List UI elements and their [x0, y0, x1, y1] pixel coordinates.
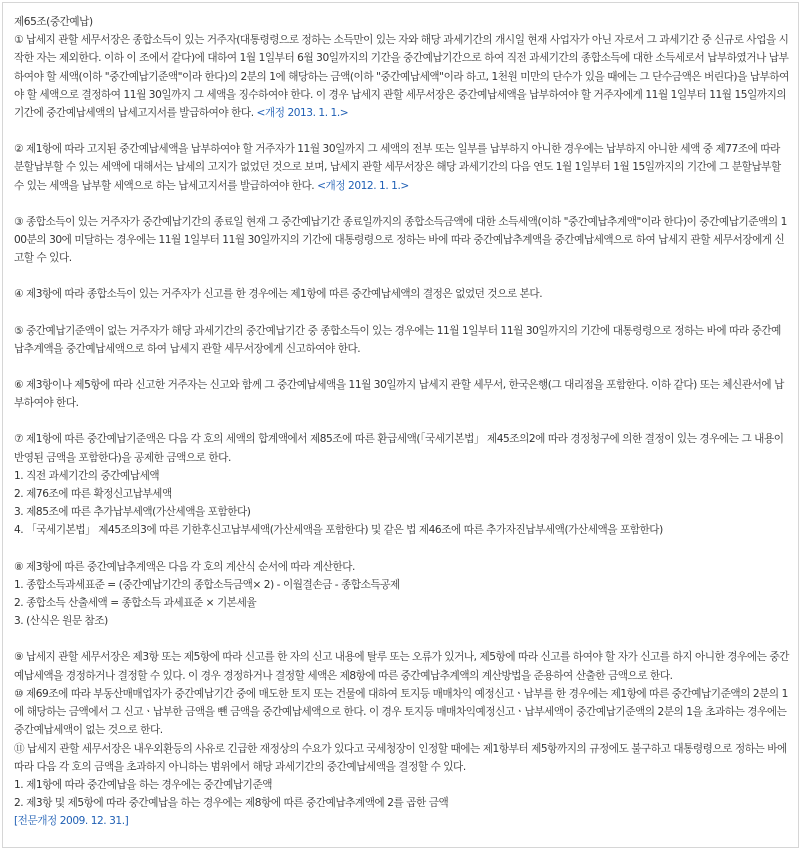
paragraph-6: ⑥ 제3항이나 제5항에 따라 신고한 거주자는 신고와 함께 그 중간예납세액을 11월 30일까지 납세지 관할 세무서, 한국은행(그 대리점을 포함한다. 이하 같다) 또는 체신관서에 납부하여야 한다.	[14, 379, 784, 410]
spacer	[14, 122, 790, 140]
amendment-link-2[interactable]: <개정 2012. 1. 1.>	[317, 179, 409, 192]
law-article-panel	[2, 2, 799, 848]
paragraph-8-item-2: 2. 종합소득 산출세액 = 종합소득 과세표준 × 기본세율	[14, 597, 257, 610]
spacer	[14, 630, 790, 648]
spacer	[14, 540, 790, 558]
article-content	[14, 13, 790, 831]
amendment-link-1[interactable]: <개정 2013. 1. 1.>	[256, 107, 349, 120]
spacer	[14, 304, 790, 322]
paragraph-7-item-2: 2. 제76조에 따른 확정신고납부세액	[14, 488, 172, 501]
spacer	[14, 195, 790, 213]
paragraph-11-item-1: 1. 제1항에 따라 중간예납을 하는 경우에는 중간예납기준액	[14, 778, 273, 791]
paragraph-2	[14, 140, 790, 195]
paragraph-1-text: ① 납세지 관할 세무서장은 종합소득이 있는 거주자(대통령령으로 정하는 소득만이 있는 자와 해당 과세기간의 개시일 현재 사업자가 아닌 자로서 그 과세기간 중 신규로 사업을 시작한 자는 제외한다. 이하 이 조에서 같다)에 대하여 1월 1일부터 6월 30일까지의 기간을 중간예납기간으로 하여 직전 과세기간의 종합소득에 대한 소득세로서 납부하였거나 납부하여야 할 세액(이하 "중간예납기준액"이라 한다)의 2분의 1에 해당하는 금액(이하 "중간예납세액"이라 하고, 1천원 미만의 단수가 있을 때에는 그 단수금액은 버린다)을 납부하여야 할 세액으로 결정하여 11월 30일까지 그 세액을 징수하여야 한다. 이 경우 납세지 관할 세무서장은 중간예납세액을 납부하여야 할 거주자에게 11월 1일부터 11월 15일까지의 기간에 중간예납세액의 납세고지서를 발급하여야 한다.	[14, 34, 789, 120]
paragraph-7: ⑦ 제1항에 따른 중간예납기준액은 다음 각 호의 세액의 합계액에서 제85조에 따른 환급세액(「국세기본법」 제45조의2에 따라 경정청구에 의한 결정이 있는 경우에는 그 내용이 반영된 금액을 포함한다)을 공제한 금액으로 한다.	[14, 433, 784, 464]
paragraph-8-item-3: 3. (산식은 원문 참조)	[14, 615, 108, 628]
spacer	[14, 267, 790, 285]
spacer	[14, 358, 790, 376]
paragraph-4: ④ 제3항에 따라 종합소득이 있는 거주자가 신고를 한 경우에는 제1항에 따른 중간예납세액의 결정은 없었던 것으로 본다.	[14, 288, 543, 301]
paragraph-10: ⑩ 제69조에 따라 부동산매매업자가 중간예납기간 중에 매도한 토지 또는 건물에 대하여 토지등 매매차익 예정신고ㆍ납부를 한 경우에는 제1항에 따른 중간예납기준액의 2분의 1에 해당하는 금액에서 그 신고ㆍ납부한 금액을 뺀 금액을 중간예납세액으로 한다. 이 경우 토지등 매매차익예정신고ㆍ납부세액이 중간예납기준액의 2분의 1을 초과하는 경우에는 중간예납세액이 없는 것으로 한다.	[14, 687, 788, 737]
paragraph-11-item-2: 2. 제3항 및 제5항에 따라 중간예납을 하는 경우에는 제8항에 따른 중간예납추계액에 2를 곱한 금액	[14, 797, 449, 810]
paragraph-8: ⑧ 제3항에 따른 중간예납추계액은 다음 각 호의 계산식 순서에 따라 계산한다.	[14, 560, 355, 573]
paragraph-7-item-1: 1. 직전 과세기간의 중간예납세액	[14, 469, 160, 482]
paragraph-2-text: ② 제1항에 따라 고지된 중간예납세액을 납부하여야 할 거주자가 11월 30일까지 그 세액의 전부 또는 일부를 납부하지 아니한 경우에는 납부하지 아니한 세액 중 제77조에 따라 분할납부할 수 있는 세액에 대해서는 납세의 고지가 없었던 것으로 보며, 납세지 관할 세무서장은 해당 과세기간의 다음 연도 1월 1일부터 1월 15일까지의 기간에 그 분할납부할 수 있는 세액을 납부할 세액으로 하는 납세고지서를 발급하여야 한다.	[14, 143, 781, 192]
paragraph-9: ⑨ 납세지 관할 세무서장은 제3항 또는 제5항에 따라 신고를 한 자의 신고 내용에 탈루 또는 오류가 있거나, 제5항에 따라 신고를 하여야 할 자가 신고를 하지 아니한 경우에는 중간예납세액을 경정하거나 결정할 수 있다. 이 경우 경정하거나 결정할 세액은 제8항에 따른 중간예납추계액의 계산방법을 준용하여 산출한 금액으로 한다.	[14, 651, 789, 682]
article-title: 제65조(중간예납)	[14, 16, 93, 28]
spacer	[14, 412, 790, 430]
paragraph-11: ⑪ 납세지 관할 세무서장은 내우외환등의 사유로 긴급한 재정상의 수요가 있다고 국세청장이 인정할 때에는 제1항부터 제5항까지의 규정에도 불구하고 대통령령으로 정하는 바에 따라 다음 각 호의 금액을 초과하지 아니하는 범위에서 해당 과세기간의 중간예납세액을 결정할 수 있다.	[14, 742, 787, 773]
full-revision-note[interactable]: [전문개정 2009. 12. 31.]	[14, 815, 129, 828]
paragraph-5: ⑤ 중간예납기준액이 없는 거주자가 해당 과세기간의 중간예납기간 중 종합소득이 있는 경우에는 11월 1일부터 11월 30일까지의 기간에 대통령령으로 정하는 바에 따라 중간예납추계액을 중간예납세액으로 하여 납세지 관할 세무서장에게 신고하여야 한다.	[14, 324, 781, 355]
paragraph-1	[14, 31, 790, 122]
paragraph-7-item-3: 3. 제85조에 따른 추가납부세액(가산세액을 포함한다)	[14, 506, 251, 519]
paragraph-7-item-4: 4. 「국세기본법」 제45조의3에 따른 기한후신고납부세액(가산세액을 포함한다) 및 같은 법 제46조에 따른 추가자진납부세액(가산세액을 포함한다)	[14, 524, 663, 537]
paragraph-8-item-1: 1. 종합소득과세표준 = (중간예납기간의 종합소득금액× 2) - 이월결손금 - 종합소득공제	[14, 578, 400, 591]
paragraph-3: ③ 종합소득이 있는 거주자가 중간예납기간의 종료일 현재 그 중간예납기간 종료일까지의 종합소득금액에 대한 소득세액(이하 "중간예납추계액"이라 한다)이 중간예납기준액의 100분의 30에 미달하는 경우에는 11월 1일부터 11월 30일까지의 기간에 대통령령으로 정하는 바에 따라 중간예납추계액을 중간예납세액으로 하여 납세지 관할 세무서장에게 신고할 수 있다.	[14, 215, 787, 265]
